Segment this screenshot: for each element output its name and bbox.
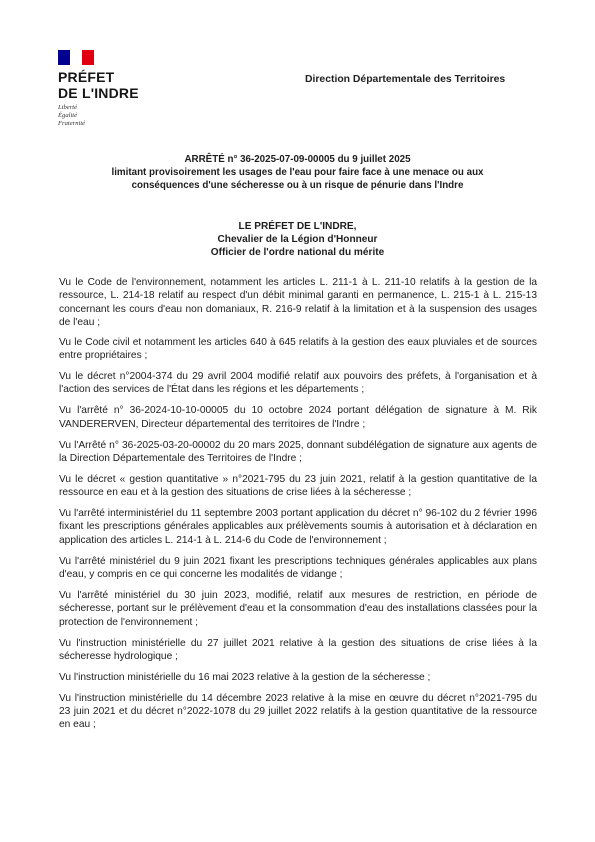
prefet-title-line1: LE PRÉFET DE L'INDRE, <box>238 221 357 232</box>
visa-paragraph: Vu le décret n°2004-374 du 29 avril 2004 modifié relatif aux pouvoirs des préfets, à l'organisation et à l'action des services de l'État dans les régions et les départements ; <box>59 370 537 396</box>
prefecture-name-line2: DE L'INDRE <box>58 85 139 101</box>
issuing-direction: Direction Départementale des Territoires <box>305 74 506 85</box>
prefecture-logo <box>58 50 139 128</box>
visa-paragraph: Vu le Code civil et notamment les articles 640 à 645 relatifs à la gestion des eaux pluviales et de sources entre propriétaires ; <box>59 336 537 361</box>
prefet-title-line3: Officier de l'ordre national du mérite <box>210 247 385 258</box>
motto-egalite: Égalité <box>58 112 78 119</box>
motto-liberte: Liberté <box>58 104 78 111</box>
visa-paragraph: Vu l'arrêté ministériel du 30 juin 2023, modifié, relatif aux mesures de restriction, en période de sécheresse, portant sur le prélèvement d'eau et la consommation d'eau des installations classées pour la protection de l'environnement ; <box>59 589 537 628</box>
marianne-flag-icon <box>58 50 94 65</box>
arrete-subtitle-line1: limitant provisoirement les usages de l'eau pour faire face à une menace ou aux <box>111 167 484 178</box>
prefecture-name <box>58 69 139 101</box>
visa-paragraph: Vu l'instruction ministérielle du 16 mai 2023 relative à la gestion de la sécheresse ; <box>59 671 431 683</box>
prefecture-name-line1: PRÉFET <box>58 69 115 85</box>
republic-motto <box>58 104 139 128</box>
visa-paragraph: Vu l'instruction ministérielle du 27 juillet 2021 relative à la gestion des situations de crise liées à la sécheresse hydrologique ; <box>59 637 537 662</box>
arrete-subtitle-line2: conséquences d'une sécheresse ou à un risque de pénurie dans l'Indre <box>131 180 464 191</box>
visa-paragraph: Vu l'arrêté ministériel du 9 juin 2021 fixant les prescriptions techniques générales applicables aux plans d'eau, y compris en ce qui concerne les modalités de vidange ; <box>59 555 537 580</box>
prefet-title-line2: Chevalier de la Légion d'Honneur <box>217 234 378 245</box>
arrete-heading <box>60 153 535 192</box>
visa-paragraph: Vu l'arrêté interministériel du 11 septembre 2003 portant application du décret n° 96-102 du 2 février 1996 fixant les prescriptions générales applicables aux prélèvements soumis à autorisation et à déclaration en application des articles L. 214-1 à L. 214-6 du Code de l'environnement ; <box>59 508 537 546</box>
visas-section <box>59 276 537 739</box>
arrete-title: ARRÊTÉ n° 36-2025-07-09-00005 du 9 juillet 2025 <box>184 154 411 165</box>
prefet-title-block <box>60 220 535 259</box>
visa-paragraph: Vu le Code de l'environnement, notamment les articles L. 211-1 à L. 211-10 relatifs à la gestion de la ressource, L. 214-18 relatif au respect d'un débit minimal garanti en permanence, L. 215-1 à L. 215-13 concernant les cours d'eau non domaniaux, R. 216-9 relatif à la limitation et à la suspension des usages de l'eau ; <box>59 277 537 328</box>
motto-fraternite: Fraternité <box>58 120 86 127</box>
visa-paragraph: Vu le décret « gestion quantitative » n°2021-795 du 23 juin 2021, relatif à la gestion quantitative de la ressource en eau et à la gestion des situations de crise liées à la sécheresse ; <box>59 473 537 499</box>
visa-paragraph: Vu l'instruction ministérielle du 14 décembre 2023 relative à la mise en œuvre du décret n°2021-795 du 23 juin 2021 et du décret n°2022-1078 du 29 juillet 2022 relatifs à la gestion quantitative de la ressource en eau ; <box>59 692 537 731</box>
visa-paragraph: Vu l'arrêté n° 36-2024-10-10-00005 du 10 octobre 2024 portant délégation de signature à M. Rik VANDERERVEN, Directeur départemental des territoires de l'Indre ; <box>59 405 537 430</box>
visa-paragraph: Vu l'Arrêté n° 36-2025-03-20-00002 du 20 mars 2025, donnant subdélégation de signature aux agents de la Direction Départementale des Territoires de l'Indre ; <box>59 439 537 464</box>
